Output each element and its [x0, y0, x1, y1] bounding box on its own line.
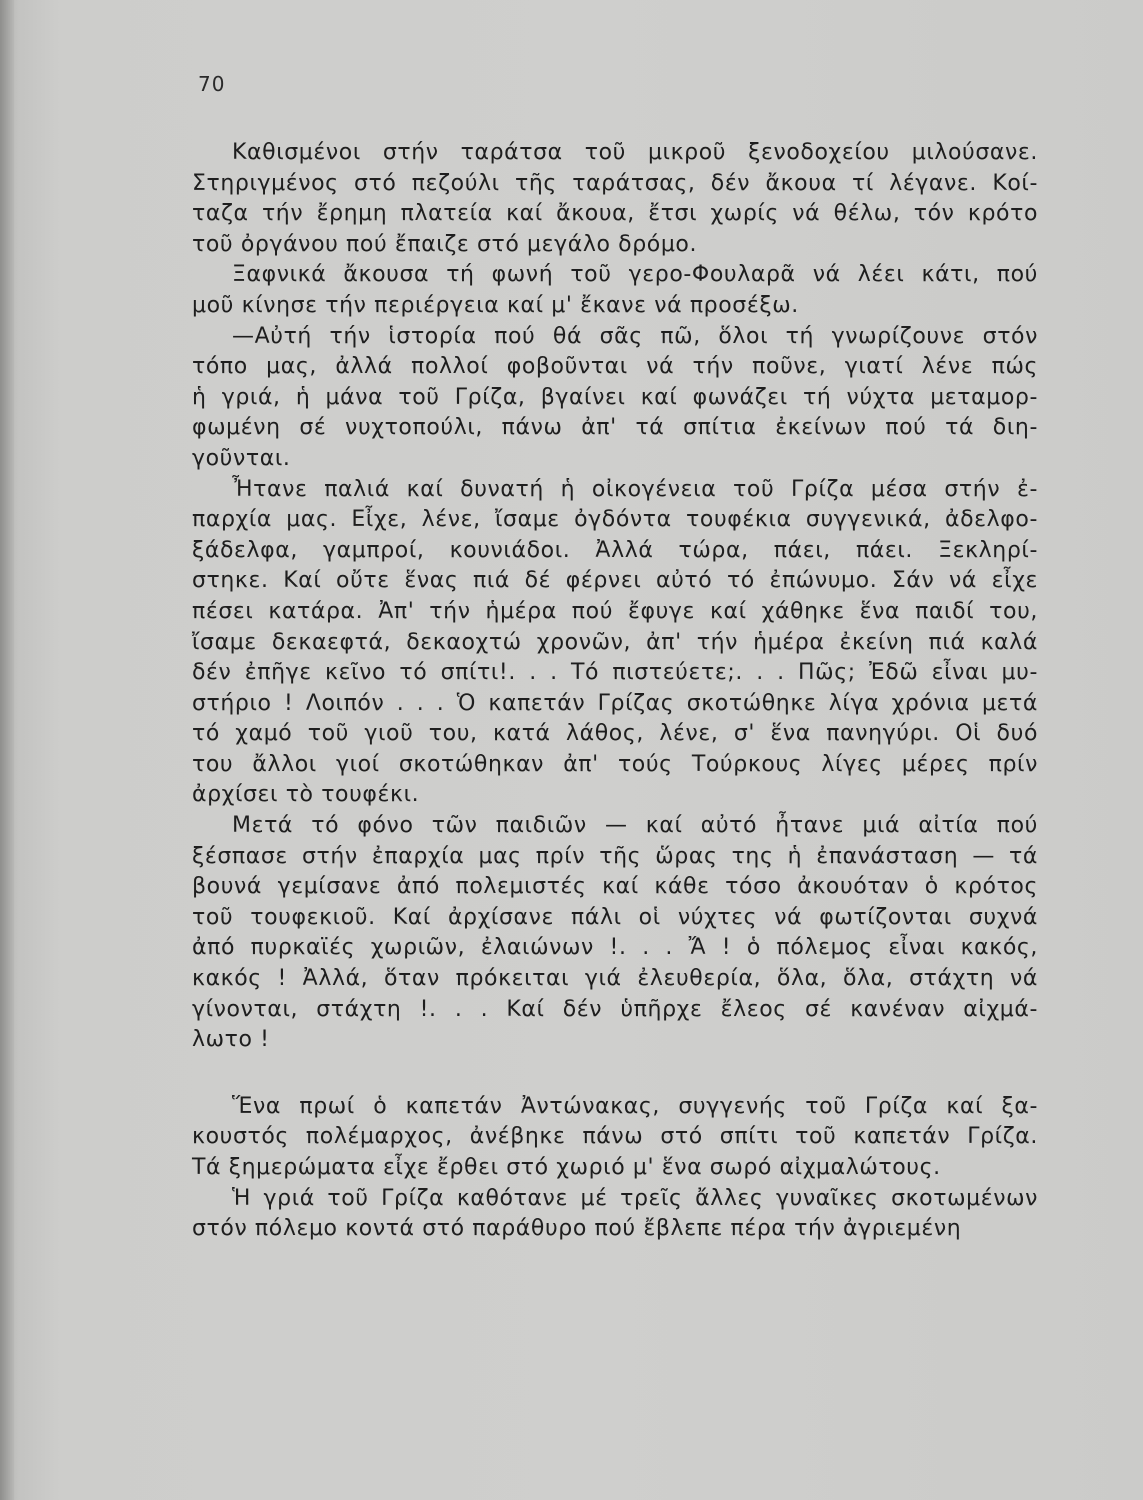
text-line: παρχία μας. Εἶχε, λένε, ἴσαμε ὀγδόντα τουφέκια συγγενικά, ἀδελφο- — [192, 507, 1038, 533]
text-line: στηκε. Καί οὔτε ἕνας πιά δέ φέρνει αὐτό τό ἐπώνυμο. Σάν νά εἶχε — [192, 568, 1038, 594]
text-line: πέσει κατάρα. Ἀπ' τήν ἡμέρα πού ἔφυγε καί χάθηκε ἕνα παιδί του, — [192, 598, 1038, 624]
paragraph — [192, 322, 1038, 475]
paragraph — [192, 475, 1038, 812]
text-line: τοῦ ὀργάνου πού ἔπαιζε στό μεγάλο δρόμο. — [192, 231, 698, 257]
text-line: γοῦνται. — [192, 445, 291, 471]
paragraph — [192, 1092, 1038, 1184]
text-line: δέν ἐπῆγε κεῖνο τό σπίτι!. . . Τό πιστεύετε;. . . Πῶς; Ἐδῶ εἶναι μυ- — [192, 660, 1038, 686]
text-line: ἀρχίσει τὸ τουφέκι. — [192, 782, 420, 808]
text-line: στόν πόλεμο κοντά στό παράθυρο πού ἔβλεπε πέρα τήν ἀγριεμένη — [192, 1216, 962, 1242]
text-line: Μετά τό φόνο τῶν παιδιῶν — καί αὐτό ἦτανε μιά αἰτία πού — [232, 813, 1038, 839]
text-line: του ἄλλοι γιοί σκοτώθηκαν ἀπ' τούς Τούρκους λίγες μέρες πρίν — [192, 751, 1038, 777]
text-line: βουνά γεμίσανε ἀπό πολεμιστές καί κάθε τόσο ἀκουόταν ὁ κρότος — [192, 874, 1038, 900]
text-line: Τά ξημερώματα εἶχε ἔρθει στό χωριό μ' ἕνα σωρό αἰχμαλώτους. — [192, 1155, 941, 1180]
paragraph — [192, 138, 1038, 260]
text-line: λωτο ! — [192, 1027, 270, 1053]
text-line: Στηριγμένος στό πεζούλι τῆς ταράτσας, δέν ἄκουα τί λέγανε. Κοί- — [192, 170, 1038, 196]
text-line: κουστός πολέμαρχος, ἀνέβηκε πάνω στό σπίτι τοῦ καπετάν Γρίζα. — [192, 1124, 1038, 1150]
text-line: Καθισμένοι στήν ταράτσα τοῦ μικροῦ ξενοδοχείου μιλούσανε. — [232, 140, 1038, 165]
text-line: ταζα τήν ἔρημη πλατεία καί ἄκουα, ἔτσι χωρίς νά θέλω, τόν κρότο — [192, 201, 1038, 227]
page-binding-edge — [0, 0, 14, 1500]
text-line: στήριο ! Λοιπόν . . . Ὁ καπετάν Γρίζας σκοτώθηκε λίγα χρόνια μετά — [192, 690, 1038, 716]
text-line: τό χαμό τοῦ γιοῦ του, κατά λάθος, λένε, σ' ἕνα πανηγύρι. Οἱ δυό — [192, 721, 1038, 747]
paragraph — [192, 1184, 1038, 1245]
text-line: τόπο μας, ἀλλά πολλοί φοβοῦνται νά τήν ποῦνε, γιατί λένε πώς — [192, 354, 1038, 380]
text-line: Ἕνα πρωί ὁ καπετάν Ἀντώνακας, συγγενής τοῦ Γρίζα καί ξα- — [232, 1093, 1038, 1119]
text-line: ἴσαμε δεκαεφτά, δεκαοχτώ χρονῶν, ἀπ' τήν ἡμέρα ἐκείνη πιά καλά — [192, 629, 1038, 655]
text-line: ἡ γριά, ἡ μάνα τοῦ Γρίζα, βγαίνει καί φωνάζει τή νύχτα μεταμορ- — [192, 384, 1038, 410]
text-line: —Αὐτή τήν ἱστορία πού θά σᾶς πῶ, ὅλοι τή γνωρίζουνε στόν — [232, 323, 1038, 349]
text-line: ξέσπασε στήν ἐπαρχία μας πρίν τῆς ὥρας της ἡ ἐπανάσταση — τά — [192, 843, 1038, 869]
body-text — [192, 138, 1038, 1245]
text-line: φωμένη σέ νυχτοπούλι, πάνω ἀπ' τά σπίτια ἐκείνων πού τά διη- — [192, 415, 1038, 441]
text-line: Ἦτανε παλιά καί δυνατή ἡ οἰκογένεια τοῦ Γρίζα μέσα στήν ἐ- — [232, 476, 1038, 502]
text-line: τοῦ τουφεκιοῦ. Καί ἀρχίσανε πάλι οἱ νύχτες νά φωτίζονται συχνά — [192, 904, 1038, 930]
page-number: 70 — [198, 72, 226, 96]
text-line: κακός ! Ἀλλά, ὅταν πρόκειται γιά ἐλευθερία, ὅλα, ὅλα, στάχτη νά — [192, 966, 1038, 992]
text-line: Ξαφνικά ἄκουσα τή φωνή τοῦ γερο-Φουλαρᾶ νά λέει κάτι, πού — [232, 262, 1038, 288]
text-line: ἀπό πυρκαϊές χωριῶν, ἐλαιώνων !. . . Ἄ ! ὁ πόλεμος εἶναι κακός, — [192, 935, 1038, 961]
paragraph — [192, 811, 1038, 1056]
text-line: μοῦ κίνησε τήν περιέργεια καί μ' ἔκανε νά προσέξω. — [192, 292, 799, 318]
text-line: ξάδελφα, γαμπροί, κουνιάδοι. Ἀλλά τώρα, πάει, πάει. Ξεκληρί- — [192, 537, 1038, 563]
text-line: γίνονται, στάχτη !. . . Καί δέν ὑπῆρχε ἔλεος σέ κανέναν αἰχμά- — [192, 996, 1038, 1022]
section-break — [192, 1056, 1038, 1092]
text-line: Ἡ γριά τοῦ Γρίζα καθότανε μέ τρεῖς ἄλλες γυναῖκες σκοτωμένων — [232, 1185, 1038, 1211]
paragraph — [192, 260, 1038, 321]
